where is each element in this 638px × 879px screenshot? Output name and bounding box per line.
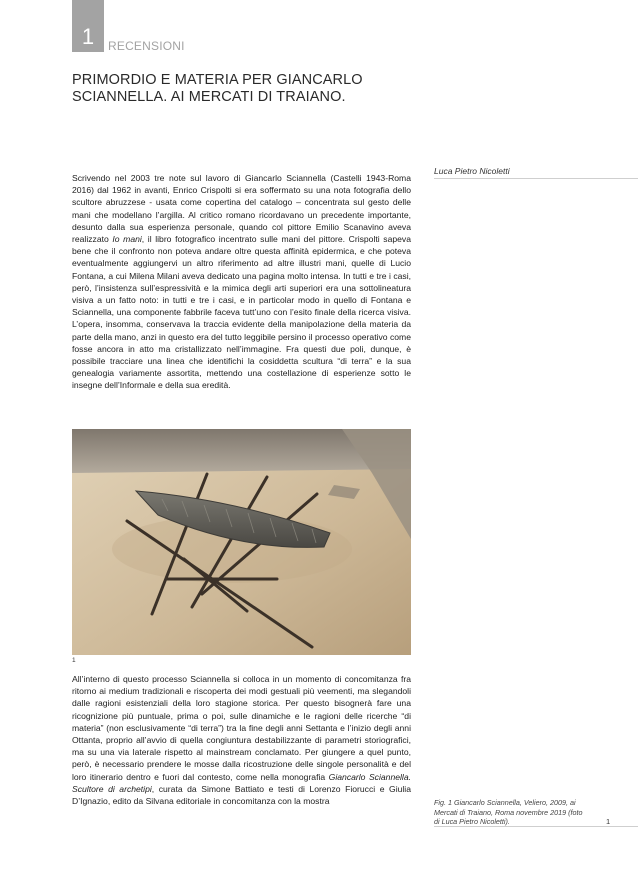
- article-title: PRIMORDIO E MATERIA PER GIANCARLO SCIANNELLA. AI MERCATI DI TRAIANO.: [72, 72, 363, 105]
- section-label: RECENSIONI: [108, 39, 185, 53]
- author-divider: [434, 178, 638, 179]
- body-paragraph-2: All’interno di questo processo Sciannella si colloca in un momento di concomitanza fra ritorno ai medium tradizionali e riscoperta dei modi gestuali più veementi, ma slegandoli dalle ragioni esistenziali della loro stagione storica. Per questo bisognerà fare una ricognizione più puntuale, prima o poi, sulle dinamiche e le ragioni delle ricerche “di materia” (non esclusivamente “di terra”) tra la fine degli anni Settanta e l’inizio degli anni Ottanta, proprio all’avvio di quella congiuntura destabilizzante di parametri storiografici, ma su una via laterale rispetto al mainstream conclamato. Per giungere a quel punto, però, è necessario prendere le mosse dalla ricostruzione delle singole personalità e del loro itinerario dentro e fuori dal contesto, come nella monografia Giancarlo Sciannella. Scultore di archetipi, curata da Simone Battiato e testi di Lorenzo Fiorucci e Giulia D’Ignazio, edito da Silvana editoriale in concomitanza con la mostra: [72, 674, 411, 807]
- page-number: 1: [606, 817, 611, 826]
- figure-number: 1: [72, 657, 76, 664]
- chapter-number: 1: [81, 24, 95, 49]
- footer-divider: [434, 826, 638, 827]
- italic-title: Giancarlo Sciannella. Scultore di archetipi: [72, 771, 411, 794]
- chapter-tab: [72, 0, 104, 52]
- italic-title: Io mani: [112, 234, 142, 245]
- sculpture-illustration: [72, 429, 411, 655]
- article-author: Luca Pietro Nicoletti: [434, 166, 510, 176]
- body-paragraph-1: Scrivendo nel 2003 tre note sul lavoro di Giancarlo Sciannella (Castelli 1943-Roma 2016) dal 1962 in avanti, Enrico Crispolti si era soffermato su una nota fotografia dello scultore abruzzese - usata come copertina del catalogo – concentrata sul gesto delle mani che modellano l’argilla. Al critico romano ricordavano un precedente importante, desunto dalla sua esperienza personale, quando col pittore Emilio Scanavino aveva realizzato Io mani, il libro fotografico incentrato sulle mani del pittore. Crispolti sapeva bene che il confronto non poteva andare oltre questa affinità epidermica, e che poteva eventualmente aggiungervi un altro riferimento ad altre illustri mani, quelle di Lucio Fontana, a cui Milena Milani aveva dedicato una pagina molto intensa. In tutti e tre i casi, però, l’insistenza sull’espressività e la mimica degli arti superiori era una sottolineatura visiva a un fatto noto: in tutti e tre i casi, e in particolar modo in quello di Fontana e Sciannella, una componente fabbrile faceva tutt’uno con l’esito finale della ricerca visiva. L’opera, insomma, conservava la traccia evidente della manipolazione della materia da parte della mano, anzi in questo era del tutto leggibile persino il processo operativo come fosse ancora in atto ma cristallizzato nell’immagine. Fra questi due poli, dunque, è possibile tracciare una linea che identifichi la cosiddetta scultura “di terra” e la sua genealogia variamente assortita, mettendo una costellazione di esperienze sotto le insegne dell’Informale e della sua eredità.: [72, 173, 411, 391]
- figure-caption: Fig. 1 Giancarlo Sciannella, Veliero, 2009, ai Mercati di Traiano, Roma novembre 2019 (foto di Luca Pietro Nicoletti).: [434, 798, 583, 827]
- sculpture-photo: [72, 429, 411, 655]
